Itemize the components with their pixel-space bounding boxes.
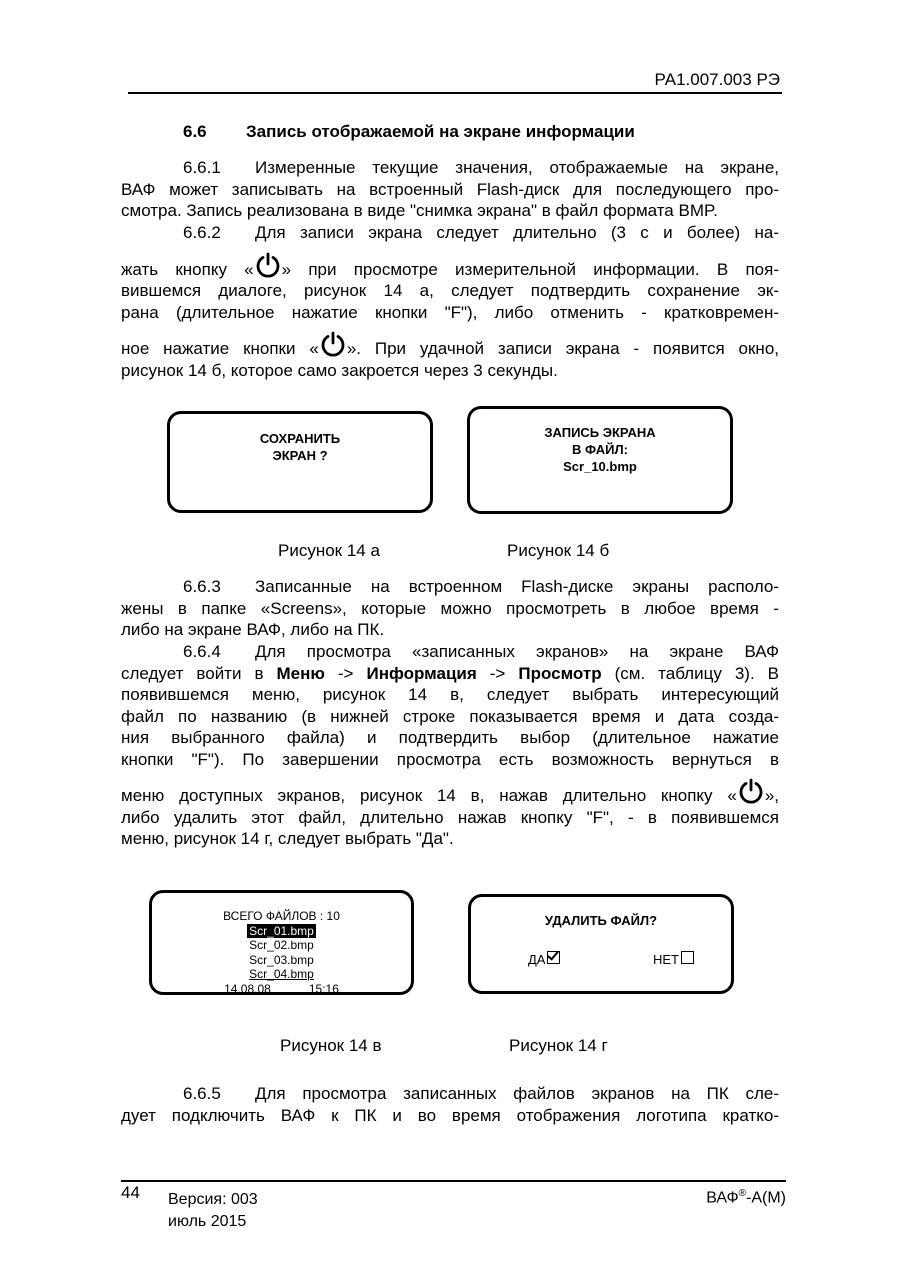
file-item-selected [152, 924, 411, 939]
total-files-label: ВСЕГО ФАЙЛОВ : 10 [223, 909, 340, 923]
menu-path-arrow: -> [476, 663, 519, 683]
text-line [121, 157, 779, 179]
file-date-time [152, 982, 411, 996]
text-line [121, 1083, 779, 1105]
footer-version-block [168, 1189, 258, 1233]
paragraph-6-6-4 [121, 641, 779, 850]
text-line-content: Записанные на встроенном Flash-диске экраны располо- [255, 577, 779, 596]
document-code: РА1.007.003 РЭ [654, 70, 780, 89]
product-name-main: ВАФ [706, 1189, 739, 1207]
text-line: рана (длительное нажатие кнопки "F"), либо отменить - кратковремен- [121, 302, 779, 322]
paragraph-6-6-3 [121, 576, 779, 641]
product-name-suffix: -А(М) [746, 1189, 786, 1207]
edition-date: июль 2015 [168, 1213, 247, 1230]
file-list [152, 909, 411, 995]
power-button-icon [738, 778, 764, 804]
text-line: либо удалить этот файл, длительно нажав кнопку "F", - в появившемся [121, 807, 779, 827]
text-line: появившемся меню, рисунок 14 в, следует выбрать интересующий [121, 685, 779, 704]
power-button-icon [320, 331, 346, 357]
save-screen-label: СОХРАНИТЬ [259, 431, 341, 446]
text-line: ния выбранного файла) и подтвердить выбор (длительное нажатие [121, 728, 779, 747]
file-item: Scr_02.bmp [249, 938, 314, 952]
section-number: 6.6 [183, 122, 207, 141]
menu-path-view: Просмотр [518, 663, 602, 683]
figure-14b-caption: Рисунок 14 б [507, 541, 610, 560]
text-fragment: жать кнопку « [121, 259, 254, 279]
paragraph-number: 6.6.5 [183, 1084, 221, 1103]
section-title [183, 122, 635, 142]
text-fragment: меню доступных экранов, рисунок 14 в, нажав длительно кнопку « [121, 786, 737, 805]
checkbox-empty-icon [681, 951, 694, 964]
figure-14b-screen [467, 406, 733, 514]
text-fragment: ». При удачной записи экрана - появится окно, [346, 339, 779, 358]
text-line: дует подключить ВАФ к ПК и во время отображения логотипа кратко- [121, 1105, 779, 1125]
paragraph-6-6-2 [121, 222, 779, 381]
text-line [121, 778, 779, 807]
figure-14g-caption: Рисунок 14 г [509, 1036, 608, 1055]
figure-14v-caption: Рисунок 14 в [280, 1036, 382, 1055]
text-line [121, 576, 779, 598]
paragraph-number: 6.6.3 [183, 577, 221, 596]
text-line: файл по названию (в нижней строке показывается время и дата созда- [121, 706, 779, 726]
file-name: Scr_01.bmp [249, 923, 314, 938]
menu-path-menu: Меню [276, 663, 325, 683]
section-heading: Запись отображаемой на экране информации [246, 122, 635, 141]
figure-14v-screen [149, 890, 414, 995]
file-name: Scr_04.bmp [249, 967, 314, 981]
no-label: НЕТ [653, 952, 679, 967]
text-line-content: Измеренные текущие значения, отображаемые на экране, [255, 158, 779, 177]
footer-divider [121, 1180, 786, 1182]
to-file-label: В ФАЙЛ: [572, 442, 628, 457]
figure-14a-caption: Рисунок 14 а [278, 541, 380, 560]
text-fragment: », [764, 786, 779, 805]
text-line: рисунок 14 б, которое само закроется через 3 секунды. [121, 360, 558, 380]
text-line: ВАФ может записывать на встроенный Flash-диск для последующего про- [121, 179, 779, 199]
yes-label: ДА [528, 952, 546, 967]
figure-14a-screen [167, 411, 433, 513]
paragraph-number: 6.6.1 [183, 158, 221, 177]
registered-mark: ® [738, 1188, 747, 1199]
text-line [121, 641, 779, 663]
text-line: жены в папке «Screens», которые можно просмотреть в любое время - [121, 598, 779, 618]
yes-option [528, 951, 560, 967]
page-number: 44 [121, 1183, 140, 1202]
text-line: смотра. Запись реализована в виде "снимка экрана" в файл формата BMP. [121, 201, 718, 220]
text-line [121, 252, 779, 281]
menu-path-arrow: -> [324, 663, 367, 683]
text-line: меню, рисунок 14 г, следует выбрать "Да". [121, 829, 454, 848]
no-option [653, 951, 694, 967]
text-line: кнопки "F"). По завершении просмотра есть возможность вернуться в [121, 749, 779, 769]
text-line-content: Для просмотра «записанных экранов» на экране ВАФ [255, 642, 779, 661]
text-line [121, 663, 779, 685]
power-button-icon [255, 252, 281, 278]
text-fragment: » при просмотре измерительной информации. В поя- [281, 259, 779, 279]
text-line-content: Для просмотра записанных файлов экранов на ПК сле- [255, 1084, 779, 1103]
text-line [121, 222, 779, 244]
paragraph-6-6-1 [121, 157, 779, 222]
paragraph-number: 6.6.4 [183, 642, 221, 661]
saved-file-name: Scr_10.bmp [563, 459, 637, 474]
paragraph-6-6-5 [121, 1083, 779, 1126]
text-fragment: следует войти в [121, 663, 277, 683]
file-date: 14.08.08 [224, 981, 271, 995]
screen-record-label: ЗАПИСЬ ЭКРАНА [544, 425, 656, 440]
menu-path-information: Информация [366, 663, 477, 683]
file-time: 15:16 [308, 981, 339, 995]
figure-14g-screen [468, 894, 734, 994]
text-line: вившемся диалоге, рисунок 14 а, следует подтвердить сохранение эк- [121, 281, 779, 300]
header-divider [128, 92, 782, 94]
file-item: Scr_03.bmp [249, 952, 314, 967]
save-screen-question: ЭКРАН ? [272, 448, 328, 463]
version-label: Версия: 003 [168, 1191, 258, 1208]
paragraph-number: 6.6.2 [183, 223, 221, 242]
text-fragment: ное нажатие кнопки « [121, 339, 319, 358]
text-line-content: Для записи экрана следует длительно (3 с и более) на- [255, 223, 779, 242]
product-name [706, 1188, 786, 1207]
text-line [121, 331, 779, 360]
file-item [152, 967, 411, 982]
checkbox-checked-icon [547, 951, 560, 964]
delete-file-title: УДАЛИТЬ ФАЙЛ? [544, 913, 658, 928]
text-fragment: (см. таблицу 3). В [601, 663, 779, 683]
text-line: либо на экране ВАФ, либо на ПК. [121, 620, 385, 639]
